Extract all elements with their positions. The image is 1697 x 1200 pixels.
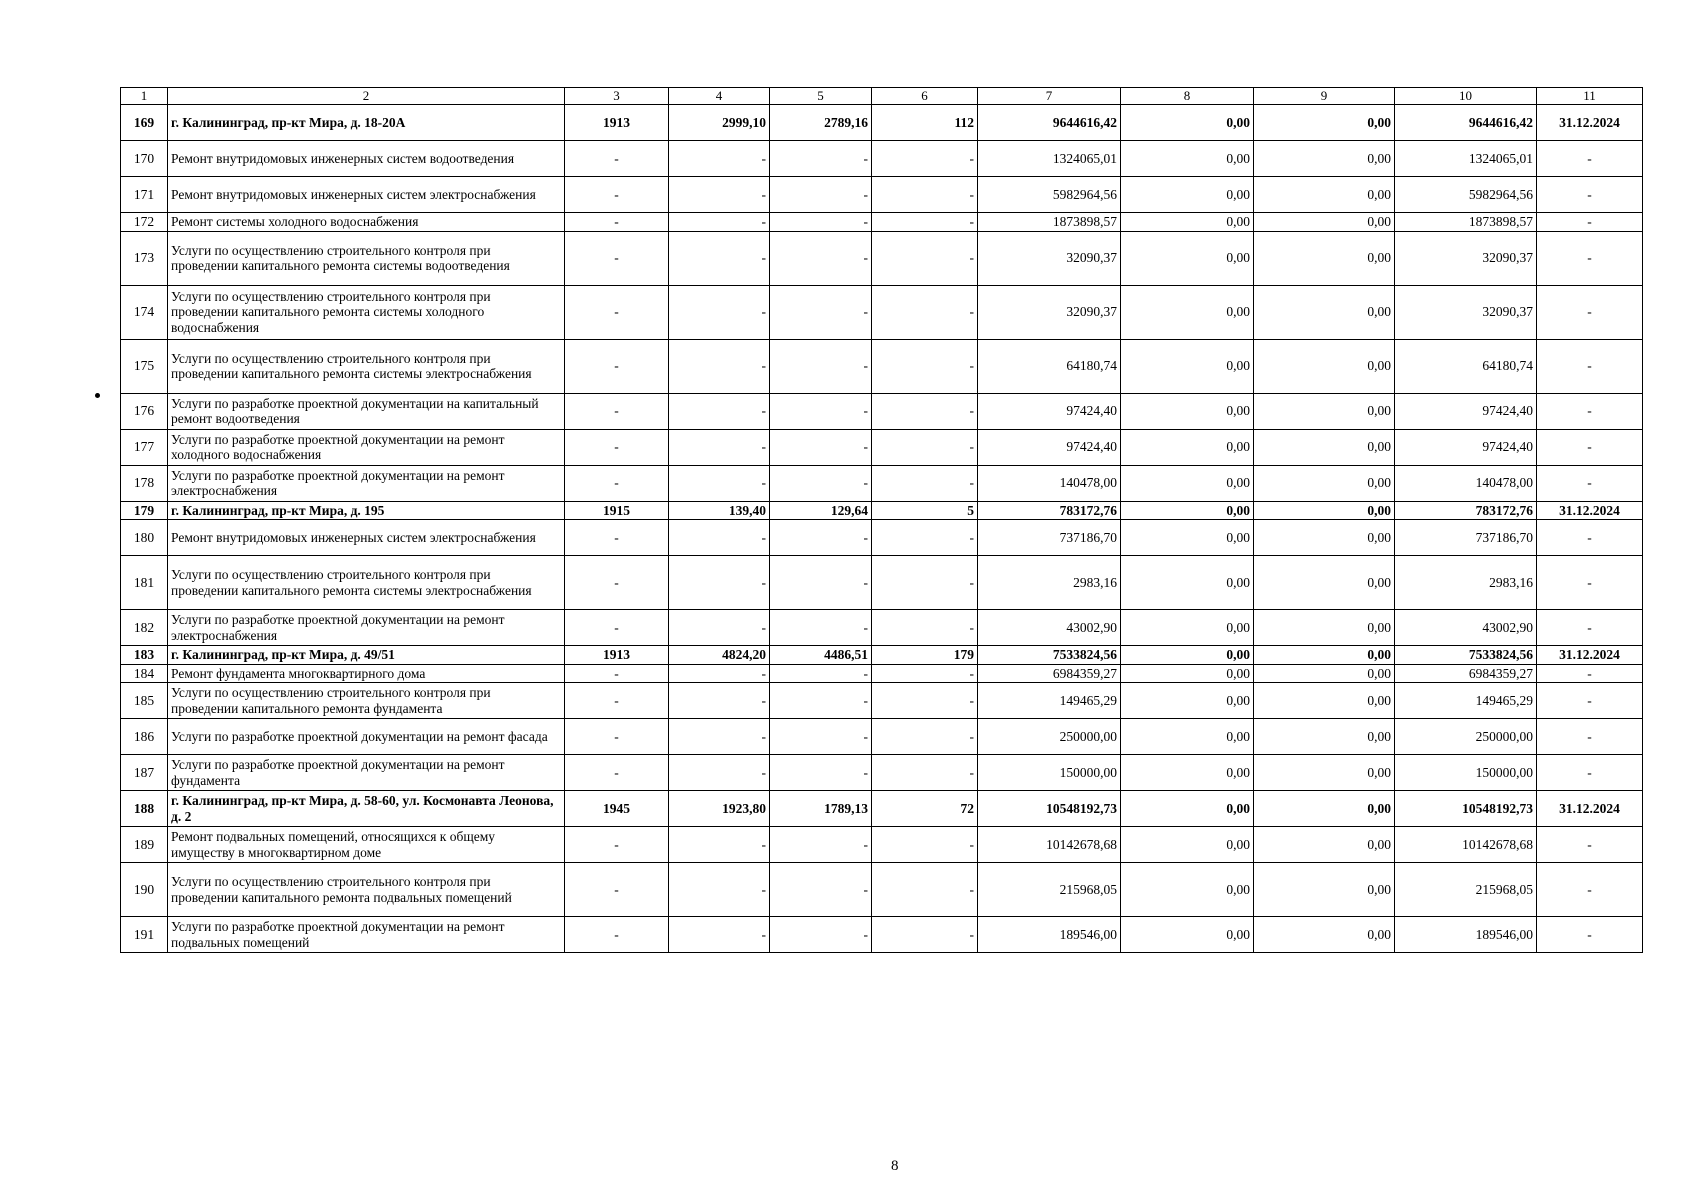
completion-date-cell: 31.12.2024 xyxy=(1537,646,1643,665)
row-number-cell: 169 xyxy=(121,105,168,141)
funds-b-cell: 0,00 xyxy=(1254,465,1395,501)
completion-date-cell: - xyxy=(1537,556,1643,610)
funds-b-cell: 0,00 xyxy=(1254,213,1395,232)
completion-date-cell: - xyxy=(1537,610,1643,646)
table-row xyxy=(121,393,1643,429)
row-number-cell: 178 xyxy=(121,465,168,501)
description-cell: г. Калининград, пр-кт Мира, д. 195 xyxy=(168,501,565,520)
living-area-cell: - xyxy=(770,520,872,556)
funds-a-cell: 0,00 xyxy=(1121,501,1254,520)
funds-b-cell: 0,00 xyxy=(1254,141,1395,177)
header-cell: 11 xyxy=(1537,88,1643,105)
regional-fund-cell: 189546,00 xyxy=(1395,917,1537,953)
year-built-cell: 1913 xyxy=(565,105,669,141)
living-area-cell: - xyxy=(770,917,872,953)
table-row-address xyxy=(121,791,1643,827)
residents-count-cell: 179 xyxy=(872,646,978,665)
total-cost-cell: 1873898,57 xyxy=(978,213,1121,232)
living-area-cell: 4486,51 xyxy=(770,646,872,665)
residents-count-cell: - xyxy=(872,465,978,501)
total-cost-cell: 149465,29 xyxy=(978,683,1121,719)
total-area-cell: 139,40 xyxy=(669,501,770,520)
row-number-cell: 175 xyxy=(121,339,168,393)
total-area-cell: - xyxy=(669,610,770,646)
data-table xyxy=(120,87,1643,953)
total-area-cell: - xyxy=(669,339,770,393)
living-area-cell: - xyxy=(770,755,872,791)
row-number-cell: 183 xyxy=(121,646,168,665)
total-cost-cell: 32090,37 xyxy=(978,231,1121,285)
description-cell: Услуги по осуществлению строительного контроля при проведении капитального ремонта системы электроснабжения xyxy=(168,556,565,610)
header-cell: 1 xyxy=(121,88,168,105)
residents-count-cell: - xyxy=(872,917,978,953)
living-area-cell: - xyxy=(770,719,872,755)
funds-a-cell: 0,00 xyxy=(1121,339,1254,393)
total-area-cell: - xyxy=(669,141,770,177)
table-row-address xyxy=(121,501,1643,520)
year-built-cell: - xyxy=(565,177,669,213)
living-area-cell: - xyxy=(770,683,872,719)
year-built-cell: 1913 xyxy=(565,646,669,665)
completion-date-cell: - xyxy=(1537,429,1643,465)
living-area-cell: - xyxy=(770,339,872,393)
table-row xyxy=(121,177,1643,213)
table-row xyxy=(121,465,1643,501)
funds-a-cell: 0,00 xyxy=(1121,465,1254,501)
funds-a-cell: 0,00 xyxy=(1121,520,1254,556)
total-cost-cell: 150000,00 xyxy=(978,755,1121,791)
regional-fund-cell: 10548192,73 xyxy=(1395,791,1537,827)
regional-fund-cell: 97424,40 xyxy=(1395,429,1537,465)
funds-a-cell: 0,00 xyxy=(1121,683,1254,719)
funds-a-cell: 0,00 xyxy=(1121,429,1254,465)
funds-b-cell: 0,00 xyxy=(1254,827,1395,863)
completion-date-cell: - xyxy=(1537,664,1643,683)
regional-fund-cell: 150000,00 xyxy=(1395,755,1537,791)
funds-a-cell: 0,00 xyxy=(1121,556,1254,610)
row-number-cell: 177 xyxy=(121,429,168,465)
funds-a-cell: 0,00 xyxy=(1121,719,1254,755)
table-row-address xyxy=(121,646,1643,665)
year-built-cell: 1915 xyxy=(565,501,669,520)
funds-b-cell: 0,00 xyxy=(1254,339,1395,393)
total-cost-cell: 2983,16 xyxy=(978,556,1121,610)
total-cost-cell: 783172,76 xyxy=(978,501,1121,520)
description-cell: Услуги по разработке проектной документации на ремонт фасада xyxy=(168,719,565,755)
description-cell: Услуги по осуществлению строительного контроля при проведении капитального ремонта подвальных помещений xyxy=(168,863,565,917)
total-area-cell: - xyxy=(669,863,770,917)
total-area-cell: 4824,20 xyxy=(669,646,770,665)
living-area-cell: - xyxy=(770,429,872,465)
table-row xyxy=(121,664,1643,683)
funds-a-cell: 0,00 xyxy=(1121,393,1254,429)
residents-count-cell: - xyxy=(872,429,978,465)
scan-mark xyxy=(95,393,100,398)
total-area-cell: - xyxy=(669,177,770,213)
year-built-cell: - xyxy=(565,755,669,791)
row-number-cell: 190 xyxy=(121,863,168,917)
regional-fund-cell: 140478,00 xyxy=(1395,465,1537,501)
total-cost-cell: 64180,74 xyxy=(978,339,1121,393)
regional-fund-cell: 10142678,68 xyxy=(1395,827,1537,863)
header-cell: 3 xyxy=(565,88,669,105)
completion-date-cell: - xyxy=(1537,213,1643,232)
completion-date-cell: - xyxy=(1537,339,1643,393)
row-number-cell: 173 xyxy=(121,231,168,285)
funds-b-cell: 0,00 xyxy=(1254,917,1395,953)
living-area-cell: 2789,16 xyxy=(770,105,872,141)
description-cell: Ремонт внутридомовых инженерных систем электроснабжения xyxy=(168,177,565,213)
total-cost-cell: 140478,00 xyxy=(978,465,1121,501)
total-cost-cell: 10548192,73 xyxy=(978,791,1121,827)
description-cell: Услуги по разработке проектной документации на капитальный ремонт водоотведения xyxy=(168,393,565,429)
funds-b-cell: 0,00 xyxy=(1254,429,1395,465)
row-number-cell: 187 xyxy=(121,755,168,791)
regional-fund-cell: 6984359,27 xyxy=(1395,664,1537,683)
completion-date-cell: - xyxy=(1537,520,1643,556)
table-row xyxy=(121,719,1643,755)
residents-count-cell: - xyxy=(872,556,978,610)
total-area-cell: - xyxy=(669,285,770,339)
regional-fund-cell: 9644616,42 xyxy=(1395,105,1537,141)
funds-a-cell: 0,00 xyxy=(1121,105,1254,141)
year-built-cell: - xyxy=(565,213,669,232)
row-number-cell: 189 xyxy=(121,827,168,863)
table-row xyxy=(121,285,1643,339)
funds-b-cell: 0,00 xyxy=(1254,610,1395,646)
year-built-cell: - xyxy=(565,719,669,755)
living-area-cell: - xyxy=(770,610,872,646)
funds-a-cell: 0,00 xyxy=(1121,231,1254,285)
header-cell: 10 xyxy=(1395,88,1537,105)
header-cell: 2 xyxy=(168,88,565,105)
row-number-cell: 188 xyxy=(121,791,168,827)
total-cost-cell: 10142678,68 xyxy=(978,827,1121,863)
description-cell: Ремонт фундамента многоквартирного дома xyxy=(168,664,565,683)
total-area-cell: - xyxy=(669,719,770,755)
residents-count-cell: - xyxy=(872,827,978,863)
funds-a-cell: 0,00 xyxy=(1121,755,1254,791)
row-number-cell: 184 xyxy=(121,664,168,683)
year-built-cell: - xyxy=(565,917,669,953)
funds-b-cell: 0,00 xyxy=(1254,393,1395,429)
funds-b-cell: 0,00 xyxy=(1254,556,1395,610)
residents-count-cell: - xyxy=(872,141,978,177)
residents-count-cell: 5 xyxy=(872,501,978,520)
row-number-cell: 180 xyxy=(121,520,168,556)
row-number-cell: 179 xyxy=(121,501,168,520)
funds-a-cell: 0,00 xyxy=(1121,646,1254,665)
regional-fund-cell: 5982964,56 xyxy=(1395,177,1537,213)
residents-count-cell: - xyxy=(872,719,978,755)
table-body xyxy=(121,88,1643,953)
table-row xyxy=(121,755,1643,791)
row-number-cell: 174 xyxy=(121,285,168,339)
living-area-cell: - xyxy=(770,465,872,501)
residents-count-cell: - xyxy=(872,755,978,791)
table-row xyxy=(121,520,1643,556)
description-cell: Услуги по разработке проектной документации на ремонт холодного водоснабжения xyxy=(168,429,565,465)
completion-date-cell: - xyxy=(1537,719,1643,755)
living-area-cell: - xyxy=(770,285,872,339)
total-area-cell: - xyxy=(669,827,770,863)
description-cell: Услуги по осуществлению строительного контроля при проведении капитального ремонта системы водоотведения xyxy=(168,231,565,285)
regional-fund-cell: 32090,37 xyxy=(1395,231,1537,285)
year-built-cell: - xyxy=(565,339,669,393)
table-row xyxy=(121,556,1643,610)
header-cell: 7 xyxy=(978,88,1121,105)
year-built-cell: - xyxy=(565,429,669,465)
regional-fund-cell: 1324065,01 xyxy=(1395,141,1537,177)
description-cell: Ремонт подвальных помещений, относящихся к общему имуществу в многоквартирном доме xyxy=(168,827,565,863)
living-area-cell: - xyxy=(770,231,872,285)
description-cell: г. Калининград, пр-кт Мира, д. 58-60, ул. Космонавта Леонова, д. 2 xyxy=(168,791,565,827)
description-cell: Ремонт внутридомовых инженерных систем электроснабжения xyxy=(168,520,565,556)
row-number-cell: 172 xyxy=(121,213,168,232)
residents-count-cell: - xyxy=(872,213,978,232)
row-number-cell: 171 xyxy=(121,177,168,213)
regional-fund-cell: 43002,90 xyxy=(1395,610,1537,646)
total-cost-cell: 97424,40 xyxy=(978,429,1121,465)
completion-date-cell: - xyxy=(1537,683,1643,719)
funds-b-cell: 0,00 xyxy=(1254,683,1395,719)
description-cell: Услуги по разработке проектной документации на ремонт электроснабжения xyxy=(168,465,565,501)
table-row xyxy=(121,610,1643,646)
residents-count-cell: - xyxy=(872,863,978,917)
total-area-cell: - xyxy=(669,683,770,719)
year-built-cell: - xyxy=(565,556,669,610)
total-area-cell: - xyxy=(669,429,770,465)
living-area-cell: 129,64 xyxy=(770,501,872,520)
funds-a-cell: 0,00 xyxy=(1121,917,1254,953)
completion-date-cell: - xyxy=(1537,393,1643,429)
total-area-cell: - xyxy=(669,556,770,610)
living-area-cell: - xyxy=(770,556,872,610)
completion-date-cell: 31.12.2024 xyxy=(1537,791,1643,827)
total-area-cell: - xyxy=(669,231,770,285)
funds-b-cell: 0,00 xyxy=(1254,863,1395,917)
total-area-cell: 1923,80 xyxy=(669,791,770,827)
total-cost-cell: 7533824,56 xyxy=(978,646,1121,665)
living-area-cell: - xyxy=(770,177,872,213)
regional-fund-cell: 783172,76 xyxy=(1395,501,1537,520)
regional-fund-cell: 2983,16 xyxy=(1395,556,1537,610)
year-built-cell: - xyxy=(565,664,669,683)
row-number-cell: 181 xyxy=(121,556,168,610)
header-row xyxy=(121,88,1643,105)
regional-fund-cell: 7533824,56 xyxy=(1395,646,1537,665)
table-row xyxy=(121,429,1643,465)
residents-count-cell: - xyxy=(872,177,978,213)
row-number-cell: 176 xyxy=(121,393,168,429)
total-cost-cell: 32090,37 xyxy=(978,285,1121,339)
year-built-cell: - xyxy=(565,683,669,719)
completion-date-cell: - xyxy=(1537,465,1643,501)
funds-a-cell: 0,00 xyxy=(1121,141,1254,177)
residents-count-cell: - xyxy=(872,339,978,393)
total-area-cell: 2999,10 xyxy=(669,105,770,141)
funds-b-cell: 0,00 xyxy=(1254,501,1395,520)
page-number: 8 xyxy=(891,1158,899,1174)
regional-fund-cell: 64180,74 xyxy=(1395,339,1537,393)
table-row xyxy=(121,917,1643,953)
header-cell: 6 xyxy=(872,88,978,105)
total-cost-cell: 43002,90 xyxy=(978,610,1121,646)
funds-a-cell: 0,00 xyxy=(1121,791,1254,827)
header-cell: 8 xyxy=(1121,88,1254,105)
living-area-cell: - xyxy=(770,664,872,683)
total-area-cell: - xyxy=(669,213,770,232)
funds-a-cell: 0,00 xyxy=(1121,827,1254,863)
table-row xyxy=(121,863,1643,917)
description-cell: Услуги по осуществлению строительного контроля при проведении капитального ремонта фундамента xyxy=(168,683,565,719)
description-cell: г. Калининград, пр-кт Мира, д. 18-20А xyxy=(168,105,565,141)
funds-b-cell: 0,00 xyxy=(1254,520,1395,556)
funds-b-cell: 0,00 xyxy=(1254,105,1395,141)
completion-date-cell: - xyxy=(1537,827,1643,863)
total-cost-cell: 97424,40 xyxy=(978,393,1121,429)
funds-a-cell: 0,00 xyxy=(1121,177,1254,213)
total-area-cell: - xyxy=(669,917,770,953)
regional-fund-cell: 215968,05 xyxy=(1395,863,1537,917)
living-area-cell: - xyxy=(770,863,872,917)
regional-fund-cell: 97424,40 xyxy=(1395,393,1537,429)
row-number-cell: 170 xyxy=(121,141,168,177)
regional-fund-cell: 149465,29 xyxy=(1395,683,1537,719)
residents-count-cell: 112 xyxy=(872,105,978,141)
completion-date-cell: 31.12.2024 xyxy=(1537,105,1643,141)
year-built-cell: - xyxy=(565,393,669,429)
table-row xyxy=(121,827,1643,863)
total-cost-cell: 9644616,42 xyxy=(978,105,1121,141)
total-cost-cell: 5982964,56 xyxy=(978,177,1121,213)
row-number-cell: 191 xyxy=(121,917,168,953)
regional-fund-cell: 1873898,57 xyxy=(1395,213,1537,232)
funds-b-cell: 0,00 xyxy=(1254,755,1395,791)
description-cell: Услуги по разработке проектной документации на ремонт электроснабжения xyxy=(168,610,565,646)
total-cost-cell: 250000,00 xyxy=(978,719,1121,755)
funds-b-cell: 0,00 xyxy=(1254,646,1395,665)
living-area-cell: - xyxy=(770,393,872,429)
funds-a-cell: 0,00 xyxy=(1121,610,1254,646)
year-built-cell: - xyxy=(565,285,669,339)
completion-date-cell: - xyxy=(1537,863,1643,917)
header-cell: 5 xyxy=(770,88,872,105)
regional-fund-cell: 737186,70 xyxy=(1395,520,1537,556)
total-area-cell: - xyxy=(669,664,770,683)
total-cost-cell: 189546,00 xyxy=(978,917,1121,953)
description-cell: Услуги по осуществлению строительного контроля при проведении капитального ремонта системы холодного водоснабжения xyxy=(168,285,565,339)
header-cell: 4 xyxy=(669,88,770,105)
funds-b-cell: 0,00 xyxy=(1254,177,1395,213)
year-built-cell: - xyxy=(565,863,669,917)
funds-b-cell: 0,00 xyxy=(1254,791,1395,827)
completion-date-cell: - xyxy=(1537,141,1643,177)
description-cell: г. Калининград, пр-кт Мира, д. 49/51 xyxy=(168,646,565,665)
description-cell: Услуги по разработке проектной документации на ремонт фундамента xyxy=(168,755,565,791)
total-cost-cell: 215968,05 xyxy=(978,863,1121,917)
year-built-cell: - xyxy=(565,827,669,863)
row-number-cell: 186 xyxy=(121,719,168,755)
living-area-cell: - xyxy=(770,213,872,232)
total-area-cell: - xyxy=(669,393,770,429)
living-area-cell: - xyxy=(770,141,872,177)
funds-b-cell: 0,00 xyxy=(1254,664,1395,683)
funds-b-cell: 0,00 xyxy=(1254,231,1395,285)
description-cell: Услуги по осуществлению строительного контроля при проведении капитального ремонта системы электроснабжения xyxy=(168,339,565,393)
completion-date-cell: - xyxy=(1537,177,1643,213)
regional-fund-cell: 32090,37 xyxy=(1395,285,1537,339)
residents-count-cell: - xyxy=(872,231,978,285)
residents-count-cell: - xyxy=(872,393,978,429)
residents-count-cell: - xyxy=(872,520,978,556)
residents-count-cell: - xyxy=(872,610,978,646)
year-built-cell: - xyxy=(565,465,669,501)
table-row xyxy=(121,339,1643,393)
completion-date-cell: - xyxy=(1537,917,1643,953)
table-row xyxy=(121,141,1643,177)
description-cell: Ремонт внутридомовых инженерных систем водоотведения xyxy=(168,141,565,177)
year-built-cell: - xyxy=(565,141,669,177)
completion-date-cell: - xyxy=(1537,231,1643,285)
year-built-cell: - xyxy=(565,520,669,556)
year-built-cell: 1945 xyxy=(565,791,669,827)
regional-fund-cell: 250000,00 xyxy=(1395,719,1537,755)
year-built-cell: - xyxy=(565,231,669,285)
completion-date-cell: 31.12.2024 xyxy=(1537,501,1643,520)
funds-b-cell: 0,00 xyxy=(1254,719,1395,755)
header-cell: 9 xyxy=(1254,88,1395,105)
residents-count-cell: - xyxy=(872,683,978,719)
row-number-cell: 185 xyxy=(121,683,168,719)
residents-count-cell: 72 xyxy=(872,791,978,827)
funds-b-cell: 0,00 xyxy=(1254,285,1395,339)
description-cell: Услуги по разработке проектной документации на ремонт подвальных помещений xyxy=(168,917,565,953)
funds-a-cell: 0,00 xyxy=(1121,863,1254,917)
table-row xyxy=(121,683,1643,719)
table-row xyxy=(121,231,1643,285)
living-area-cell: 1789,13 xyxy=(770,791,872,827)
total-area-cell: - xyxy=(669,755,770,791)
description-cell: Ремонт системы холодного водоснабжения xyxy=(168,213,565,232)
funds-a-cell: 0,00 xyxy=(1121,664,1254,683)
residents-count-cell: - xyxy=(872,285,978,339)
total-area-cell: - xyxy=(669,520,770,556)
residents-count-cell: - xyxy=(872,664,978,683)
funds-a-cell: 0,00 xyxy=(1121,213,1254,232)
funds-a-cell: 0,00 xyxy=(1121,285,1254,339)
total-area-cell: - xyxy=(669,465,770,501)
row-number-cell: 182 xyxy=(121,610,168,646)
table-row-address xyxy=(121,105,1643,141)
completion-date-cell: - xyxy=(1537,285,1643,339)
table-row xyxy=(121,213,1643,232)
living-area-cell: - xyxy=(770,827,872,863)
year-built-cell: - xyxy=(565,610,669,646)
total-cost-cell: 737186,70 xyxy=(978,520,1121,556)
total-cost-cell: 1324065,01 xyxy=(978,141,1121,177)
completion-date-cell: - xyxy=(1537,755,1643,791)
total-cost-cell: 6984359,27 xyxy=(978,664,1121,683)
